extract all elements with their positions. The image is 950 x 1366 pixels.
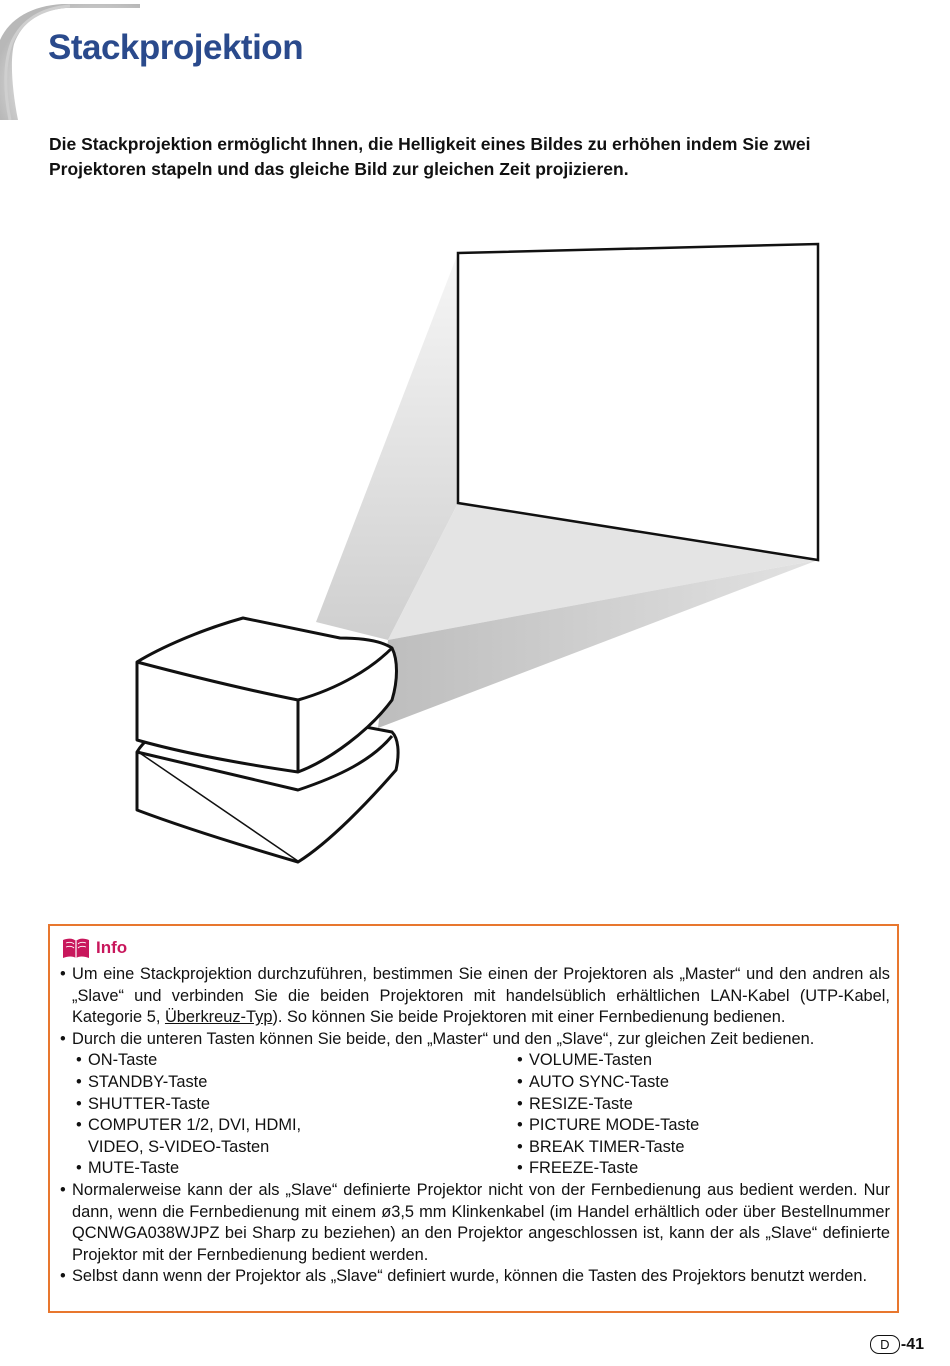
page-number	[870, 1335, 924, 1354]
language-badge: D	[870, 1335, 900, 1354]
key-list	[60, 1050, 890, 1180]
info-bullet-1	[60, 964, 890, 1029]
key-item-continued: VIDEO, S-VIDEO-Tasten	[88, 1137, 270, 1156]
intro-paragraph: Die Stackprojektion ermöglicht Ihnen, die Helligkeit eines Bildes zu erhöhen indem Sie zwei Projektoren stapeln und das gleiche Bild zur gleichen Zeit projizieren.	[49, 134, 811, 179]
key-item: • RESIZE-Taste	[517, 1094, 699, 1116]
info-bullet-3	[60, 1180, 890, 1266]
crossover-type-term: Überkreuz-Typ	[164, 1008, 273, 1027]
key-list-left	[76, 1050, 517, 1180]
bullet-2-text: Durch die unteren Tasten können Sie beide, den „Master“ und den „Slave“, zur gleichen Zeit bedienen.	[72, 1029, 815, 1048]
info-bullet-2	[60, 1029, 890, 1051]
page-title: Stackprojektion	[48, 28, 304, 67]
bullet-3-text: Normalerweise kann der als „Slave“ definierte Projektor nicht von der Fernbedienung aus bedient werden. Nur dann, wenn die Fernbedienung mit einem ø3,5 mm Klinkenkabel (im Handel erhältlich oder über Bestellnummer QCNWGA038WJPZ bei Sharp zu beziehen) an den Projektor angeschlossen ist, kann der als „Slave“ definierte Projektor mit der Fernbedienung bedient werden.	[72, 1180, 890, 1264]
bullet-4-text: Selbst dann wenn der Projektor als „Slave“ definiert wurde, können die Tasten des Projektors benutzt werden.	[72, 1267, 868, 1286]
stacked-projectors-illustration	[120, 236, 830, 868]
bullet-dot: •	[60, 965, 66, 983]
key-item: • FREEZE-Taste	[517, 1158, 699, 1180]
book-icon	[62, 937, 90, 959]
bullet-1-text-end: ). So können Sie beide Projektoren mit einer Fernbedienung bedienen.	[272, 1008, 786, 1027]
info-bullet-4	[60, 1266, 890, 1288]
bullet-dot: •	[60, 1029, 66, 1048]
key-item: • ON-Taste	[76, 1050, 517, 1072]
bullet-1-text-start: Um eine Stackprojektion durchzuführen, bestimmen Sie einen der Projektoren als „Master“ und den andren als „Slave“ und verbinden Sie die beiden Projektoren mit handelsüblich erhältlichen LAN-Kabel (UTP-Kabel, Kategorie 5,	[72, 965, 890, 1027]
key-item: • BREAK TIMER-Taste	[517, 1137, 699, 1159]
key-item: • COMPUTER 1/2, DVI, HDMI,	[76, 1115, 517, 1137]
key-item: • AUTO SYNC-Taste	[517, 1072, 699, 1094]
info-label: Info	[96, 938, 128, 957]
projection-screen	[458, 244, 818, 560]
key-list-right	[517, 1050, 699, 1180]
info-box	[48, 924, 899, 1313]
key-item: • PICTURE MODE-Taste	[517, 1115, 699, 1137]
bullet-dot: •	[60, 1267, 66, 1286]
bullet-dot: •	[60, 1180, 66, 1199]
info-body	[60, 964, 890, 1288]
key-item: • MUTE-Taste	[76, 1158, 517, 1180]
info-header	[62, 936, 127, 960]
key-item: • VOLUME-Tasten	[517, 1050, 699, 1072]
key-item: • STANDBY-Taste	[76, 1072, 517, 1094]
page-number-text: -41	[900, 1335, 924, 1353]
key-item: • SHUTTER-Taste	[76, 1094, 517, 1116]
